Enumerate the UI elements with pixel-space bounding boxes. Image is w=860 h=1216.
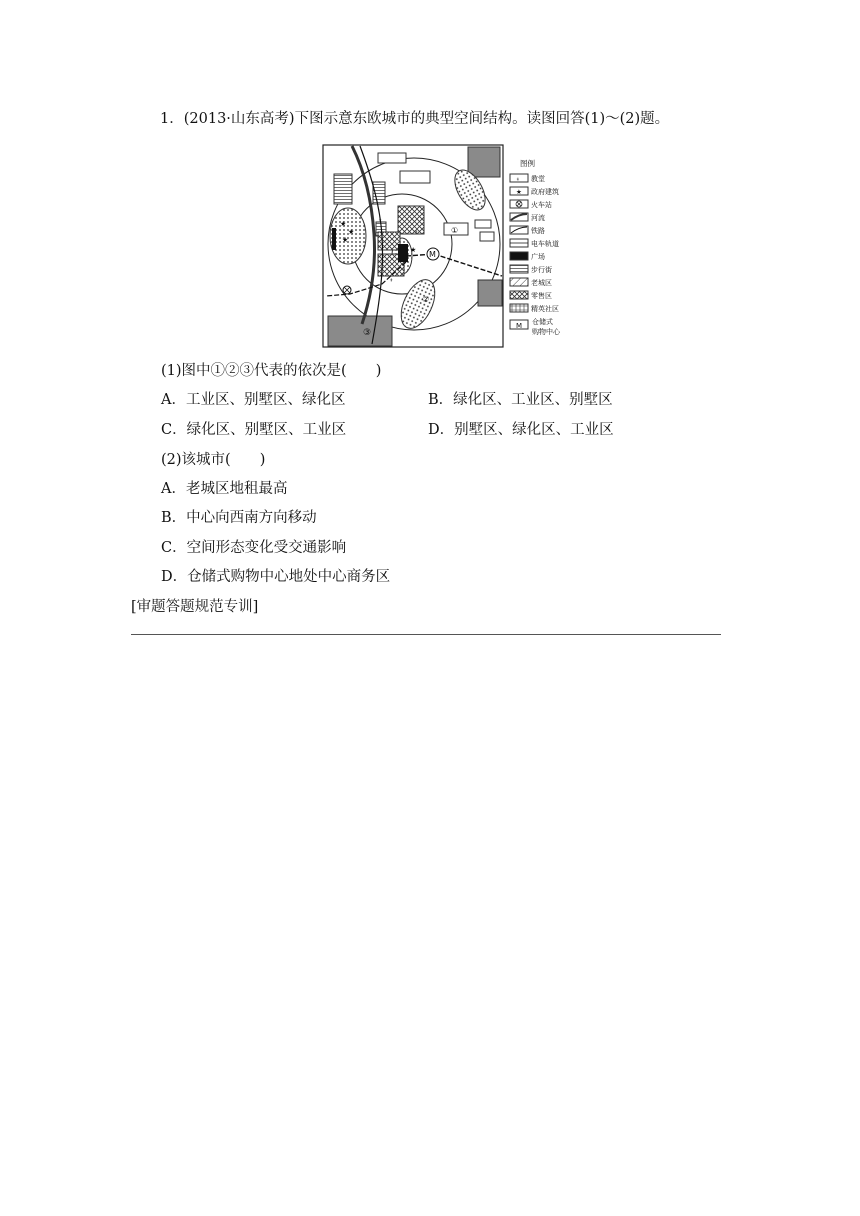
question-source: 山东高考 <box>230 111 289 127</box>
legend-old-town <box>510 278 552 287</box>
church-icon: ⍖ <box>378 216 383 224</box>
white-block <box>400 171 430 183</box>
svg-text:政府建筑: 政府建筑 <box>531 188 559 196</box>
mall-label: M <box>429 250 436 259</box>
svg-text:步行街: 步行街 <box>531 266 552 274</box>
svg-text:火车站: 火车站 <box>531 201 552 209</box>
white-block <box>475 220 491 228</box>
svg-text:铁路: 铁路 <box>531 227 545 235</box>
gray-block-top-right <box>468 147 500 177</box>
subquestion-2-stem: (2)该城市( ) <box>161 452 266 468</box>
subquestion-1-option-d: D．别墅区、绿化区、工业区 <box>428 422 614 438</box>
svg-text:教堂: 教堂 <box>531 175 545 183</box>
question-stem: 下图示意东欧城市的典型空间结构。读图回答(1)～(2)题。 <box>294 111 670 127</box>
government-star-icon: ★ <box>340 220 347 228</box>
pedestrian-street <box>332 228 336 250</box>
legend-church <box>510 174 545 183</box>
legend-retail <box>510 291 552 300</box>
government-star-icon: ★ <box>410 246 417 254</box>
legend-plaza <box>510 252 545 261</box>
legend-title: 图例 <box>520 159 535 168</box>
government-star-icon: ★ <box>348 228 355 236</box>
government-star-icon: ★ <box>342 236 349 244</box>
legend-tram-track <box>510 239 559 248</box>
map-label-1: ① <box>451 226 459 235</box>
subquestion-1-option-a: A．工业区、别墅区、绿化区 <box>161 392 346 408</box>
map-label-2: ② <box>422 295 430 304</box>
legend-railway <box>510 226 545 235</box>
gray-block-right <box>478 280 502 306</box>
retail-area <box>398 206 424 234</box>
question-title <box>160 110 669 128</box>
legend-train-station <box>510 200 552 209</box>
svg-text:M: M <box>516 322 523 330</box>
svg-text:零售区: 零售区 <box>531 292 552 300</box>
svg-text:老城区: 老城区 <box>531 279 552 287</box>
subquestion-1-option-b: B．绿化区、工业区、别墅区 <box>428 392 613 408</box>
map-label-3: ③ <box>363 328 372 338</box>
legend-river <box>510 213 545 222</box>
legend-pedestrian-street <box>510 265 552 274</box>
subquestion-2-option-d: D．仓储式购物中心地处中心商务区 <box>161 569 391 585</box>
subquestion-1-option-c: C．绿化区、别墅区、工业区 <box>161 422 347 438</box>
retail-area <box>378 232 400 250</box>
svg-text:电车轨道: 电车轨道 <box>531 240 559 248</box>
plaza <box>398 244 408 262</box>
legend-elite-community <box>510 304 559 313</box>
subquestion-1-stem: (1)图中①②③代表的依次是( ) <box>161 363 382 379</box>
section-heading: [审题答题规范专训] <box>131 599 259 615</box>
svg-text:购物中心: 购物中心 <box>532 328 560 336</box>
subquestion-2-option-a: A．老城区地租最高 <box>161 481 288 497</box>
subquestion-2-option-b: B．中心向西南方向移动 <box>161 510 317 526</box>
section-divider <box>131 634 721 635</box>
white-block <box>480 232 494 241</box>
question-number: 1． <box>160 111 184 127</box>
church-icon: ⍖ <box>389 276 394 284</box>
legend-warehouse-mall <box>510 317 561 336</box>
question-source-suffix: ) <box>288 111 295 127</box>
zone-3-block <box>328 316 392 346</box>
subquestion-2-option-c: C．空间形态变化受交通影响 <box>161 540 347 556</box>
elite-community-area <box>334 174 352 204</box>
svg-text:仓储式: 仓储式 <box>532 318 553 326</box>
city-structure-map-figure <box>322 144 572 350</box>
svg-text:精英社区: 精英社区 <box>531 305 559 313</box>
svg-text:★: ★ <box>516 188 522 196</box>
white-block <box>378 153 406 163</box>
legend-government <box>510 187 559 196</box>
svg-text:河流: 河流 <box>531 214 545 222</box>
question-source-prefix: (2013· <box>183 111 231 127</box>
church-icon: ⍖ <box>414 228 419 236</box>
svg-text:广场: 广场 <box>531 253 545 261</box>
svg-text:⍖: ⍖ <box>516 175 520 183</box>
